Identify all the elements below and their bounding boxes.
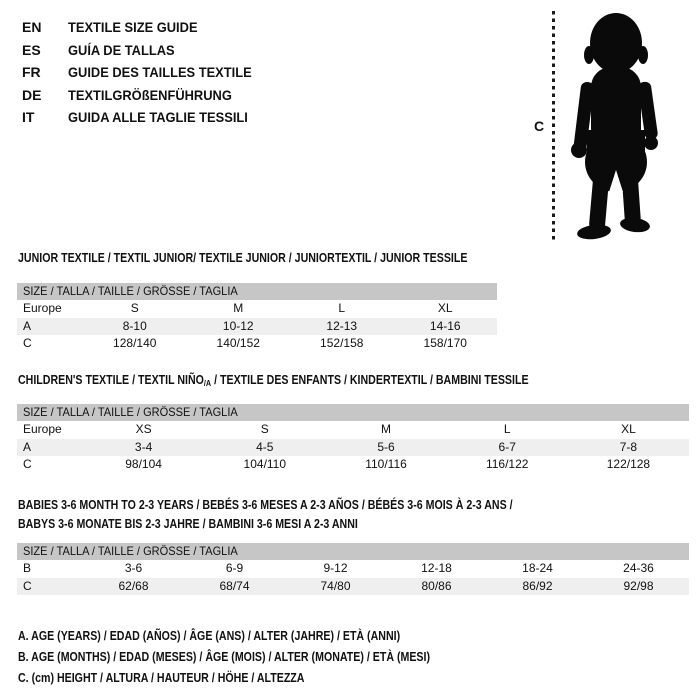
age-cell: 3-4 (134, 439, 153, 454)
height-cell: 80/86 (421, 578, 452, 593)
children-size-table (17, 404, 689, 474)
height-cell: 128/140 (113, 336, 157, 350)
children-section-title: CHILDREN'S TEXTILE / TEXTIL $NIÑO_{/A}$ / TEXTILE DES ENFANTS / KINDERTEXTIL / BAMBINI TESSILE (18, 373, 529, 388)
age-cell: 14-16 (429, 318, 461, 333)
language-code: ES (22, 41, 41, 58)
age-cell: 24-36 (623, 561, 654, 575)
height-cell: 86/92 (522, 578, 553, 593)
age-cell: 9-12 (323, 561, 348, 575)
height-measure-label: C (534, 118, 545, 134)
row-label-cell: A (23, 439, 32, 454)
table-row-age-years (17, 439, 689, 457)
size-cell: XS (135, 422, 152, 436)
language-row-fr (22, 64, 268, 87)
note-age-months: B. AGE (MONTHS) / EDAD (MESES) / ÂGE (MOIS) / ALTER (MONATE) / ETÀ (MESI) (18, 650, 431, 664)
junior-size-table (17, 283, 497, 353)
note-height-cm: C. (cm) HEIGHT / ALTURA / HAUTEUR / HÖHE / ALTEZZA (18, 671, 305, 685)
junior-section-title: JUNIOR TEXTILE / TEXTIL JUNIOR/ TEXTILE JUNIOR / JUNIORTEXTIL / JUNIOR TESSILE (18, 251, 468, 265)
table-header-bar (17, 543, 689, 560)
table-row-europe (17, 300, 497, 318)
table-header-bar (17, 404, 689, 421)
language-row-de (22, 87, 268, 110)
size-cell: S (260, 422, 269, 436)
row-label-cell: C (23, 578, 32, 593)
language-row-it (22, 109, 268, 132)
height-cell: 152/158 (320, 336, 364, 350)
table-row-age-months (17, 560, 689, 578)
legend-notes (18, 626, 503, 689)
size-header-label: SIZE / TALLA / TAILLE / GRÖSSE / TAGLIA (23, 284, 238, 298)
height-cell: 158/170 (423, 336, 467, 350)
language-title: GUÍA DE TALLAS (68, 41, 175, 58)
row-label-cell: B (23, 561, 32, 575)
size-cell: L (503, 422, 511, 436)
age-cell: 18-24 (522, 561, 553, 575)
language-title: GUIDA ALLE TAGLIE TESSILI (68, 109, 248, 126)
row-label-cell: Europe (23, 422, 62, 436)
size-cell: M (233, 301, 244, 315)
table-row-age-years (17, 318, 497, 336)
age-cell: 12-13 (326, 318, 358, 333)
height-cell: 110/116 (365, 457, 407, 471)
size-cell: XL (621, 422, 636, 436)
language-row-en (22, 19, 268, 42)
height-measure-figure (528, 6, 688, 248)
size-cell: XL (437, 301, 453, 315)
age-cell: 10-12 (222, 318, 254, 333)
size-header-label: SIZE / TALLA / TAILLE / GRÖSSE / TAGLIA (23, 405, 238, 419)
height-cell: 104/110 (243, 457, 287, 471)
size-cell: S (130, 301, 139, 315)
row-label-cell: Europe (23, 301, 62, 315)
size-cell: L (338, 301, 346, 315)
age-cell: 6-7 (498, 439, 516, 454)
babies-size-table (17, 543, 689, 595)
height-cell: 98/104 (125, 457, 162, 471)
height-cell: 68/74 (219, 578, 250, 593)
dotted-measure-line (552, 11, 555, 242)
language-title: GUIDE DES TAILLES TEXTILE (68, 64, 252, 81)
language-code: DE (22, 86, 42, 103)
language-row-es (22, 42, 268, 65)
age-cell: 8-10 (122, 318, 147, 333)
language-code: FR (22, 64, 41, 81)
language-title: TEXTILGRÖßENFÜHRUNG (68, 86, 232, 103)
table-row-europe (17, 421, 689, 439)
height-cell: 62/68 (118, 578, 149, 593)
age-cell: 4-5 (256, 439, 274, 454)
height-cell: 116/122 (485, 457, 529, 471)
table-header-bar (17, 283, 497, 300)
table-row-height-cm (17, 578, 689, 596)
language-title: TEXTILE SIZE GUIDE (68, 19, 198, 35)
height-cell: 140/152 (216, 336, 260, 350)
babies-section-title: BABIES 3-6 MONTH TO 2-3 YEARS / BEBÉS 3-6 MESES A 2-3 AÑOS / BÉBÉS 3-6 MOIS À 2-3 ANS / BABYS 3-6 MONATE BIS 2-3 JAHRE / BAMBINI 3-6 MESI A 2-3 ANNI (18, 498, 513, 531)
language-code: IT (22, 109, 35, 126)
age-cell: 3-6 (124, 561, 143, 575)
row-label-cell: C (23, 336, 32, 350)
age-cell: 12-18 (421, 561, 452, 575)
height-cell: 74/80 (320, 578, 351, 593)
language-title-list (22, 19, 268, 132)
size-header-label: SIZE / TALLA / TAILLE / GRÖSSE / TAGLIA (23, 544, 238, 558)
note-age-years: A. AGE (YEARS) / EDAD (AÑOS) / ÂGE (ANS) / ALTER (JAHRE) / ETÀ (ANNI) (18, 629, 401, 643)
size-cell: M (381, 422, 391, 436)
subscript-a: /A (203, 378, 212, 388)
language-code: EN (22, 19, 42, 35)
age-cell: 6-9 (225, 561, 244, 575)
row-label-cell: C (23, 457, 32, 471)
age-cell: 7-8 (619, 439, 638, 454)
row-label-cell: A (23, 318, 32, 333)
table-row-height-cm (17, 335, 497, 353)
height-cell: 122/128 (606, 457, 651, 471)
table-row-height-cm (17, 456, 689, 474)
age-cell: 5-6 (377, 439, 395, 454)
toddler-silhouette-icon (565, 10, 667, 242)
height-cell: 92/98 (623, 578, 654, 593)
